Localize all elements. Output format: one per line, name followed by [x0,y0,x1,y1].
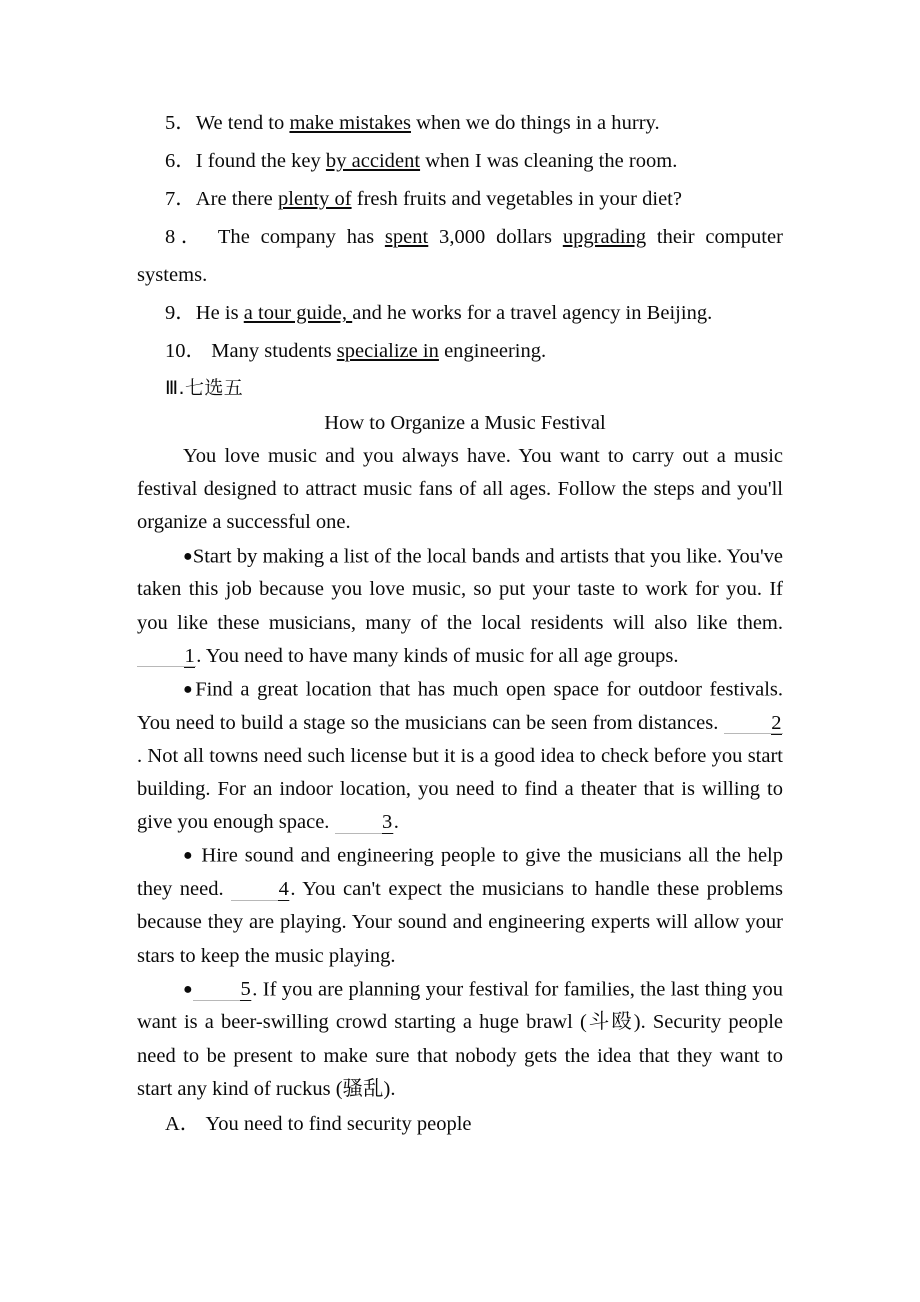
paragraph-text-before: Find a great location that has much open space for outdoor festivals. You need to build a stage so the musicians can be seen from distances. [137,678,783,734]
section-heading-label: Ⅲ.七选五 [165,377,244,399]
exercise-text-pre: I found the key [195,150,326,172]
paragraph-text-before: Hire sound and engineering people to give the musicians all the help they need. [137,844,784,901]
exercise-text-pre: Many students [211,340,337,362]
exercise-number: 9． [165,302,196,324]
article-paragraph-4 [137,973,783,1106]
exercise-answer-2: upgrading [562,226,647,248]
answer-blank-4[interactable] [231,879,290,901]
exercise-answer: make mistakes [289,112,411,134]
exercise-answer: by accident [325,150,421,172]
exercise-text-pre: He is [195,302,244,324]
bullet-icon: ● [183,680,196,698]
exercise-number: 5． [165,112,196,134]
option-text: You need to find security people [205,1113,472,1136]
paragraph-text-after: . Not all towns need such license but it is a good idea to check before you start building. For an indoor location, you need to find a theater that is willing to give you enough space. [137,744,783,834]
blank-number: 5 [240,978,251,1001]
bullet-icon: ● [183,980,193,998]
exercise-text-pre: Are there [195,188,278,210]
exercise-answer: specialize in [336,340,439,362]
exercise-text-post: fresh fruits and vegetables in your diet? [351,188,683,210]
blank-number: 4 [278,878,289,901]
answer-blank-1[interactable] [137,646,196,668]
blank-number: 1 [184,644,195,667]
paragraph-text-after-2: . [393,811,399,834]
exercise-text-pre: We tend to [195,112,290,134]
exercise-answer: spent [384,226,429,248]
exercise-item-5 [137,104,783,142]
answer-blank-5[interactable] [193,979,252,1001]
exercise-item-8 [137,218,783,294]
bullet-icon: ● [183,547,193,565]
exercise-text-post: when I was cleaning the room. [420,150,678,172]
article-paragraph-1 [137,540,783,673]
blank-number: 3 [382,811,393,834]
exercise-text-post: and he works for a travel agency in Beijing. [352,302,713,324]
exercise-answer: plenty of [277,188,352,210]
exercise-text-pre: The company has [217,226,385,248]
exercise-number: 7． [165,188,196,210]
article-title: How to Organize a Music Festival [324,412,606,434]
article-intro-paragraph: You love music and you always have. You want to carry out a music festival designed to attract music fans of all ages. Follow the steps and you'll organize a successful one. [137,445,783,534]
exercise-number: 8． [165,226,208,248]
paragraph-text-after: . If you are planning your festival for families, the last thing you want is a beer-swilling crowd starting a huge brawl (斗殴). Security people need to be present to make sure that nobody gets the idea that they want to start any kind of ruckus (骚乱). [137,978,783,1100]
option-letter: A． [165,1113,201,1136]
exercise-text-mid: 3,000 dollars [428,226,563,248]
page-content [137,104,783,1142]
answer-blank-2[interactable] [724,713,783,735]
article-paragraph-2 [137,673,783,840]
exercise-item-9 [137,294,783,332]
bullet-icon: ● [183,847,195,865]
answer-blank-3[interactable] [335,812,394,834]
paragraph-text-before: Start by making a list of the local bands and artists that you like. You've taken this job because you love music, so put your taste to work for you. If you like these musicians, many of the local residents will also like them. [137,545,783,634]
paragraph-text-after: . You can't expect the musicians to handle these problems because they are playing. Your sound and engineering experts will allow your stars to keep the music playing. [137,878,783,967]
exercise-text-post: when we do things in a hurry. [410,112,660,134]
blank-number: 2 [771,711,782,734]
exercise-number: 10． [165,340,207,362]
exercise-text-post: engineering. [438,340,547,362]
exercise-item-6 [137,142,783,180]
exercise-answer: a tour guide, [243,302,353,324]
paragraph-text-after: . You need to have many kinds of music for all age groups. [196,644,679,667]
exercise-item-10 [137,332,783,370]
exercise-text-post: their computer systems. [137,226,783,286]
exercise-item-7 [137,180,783,218]
exercise-number: 6． [165,150,196,172]
option-item-a[interactable] [137,1106,783,1142]
article-paragraph-3 [137,839,783,972]
section-heading [137,370,783,406]
